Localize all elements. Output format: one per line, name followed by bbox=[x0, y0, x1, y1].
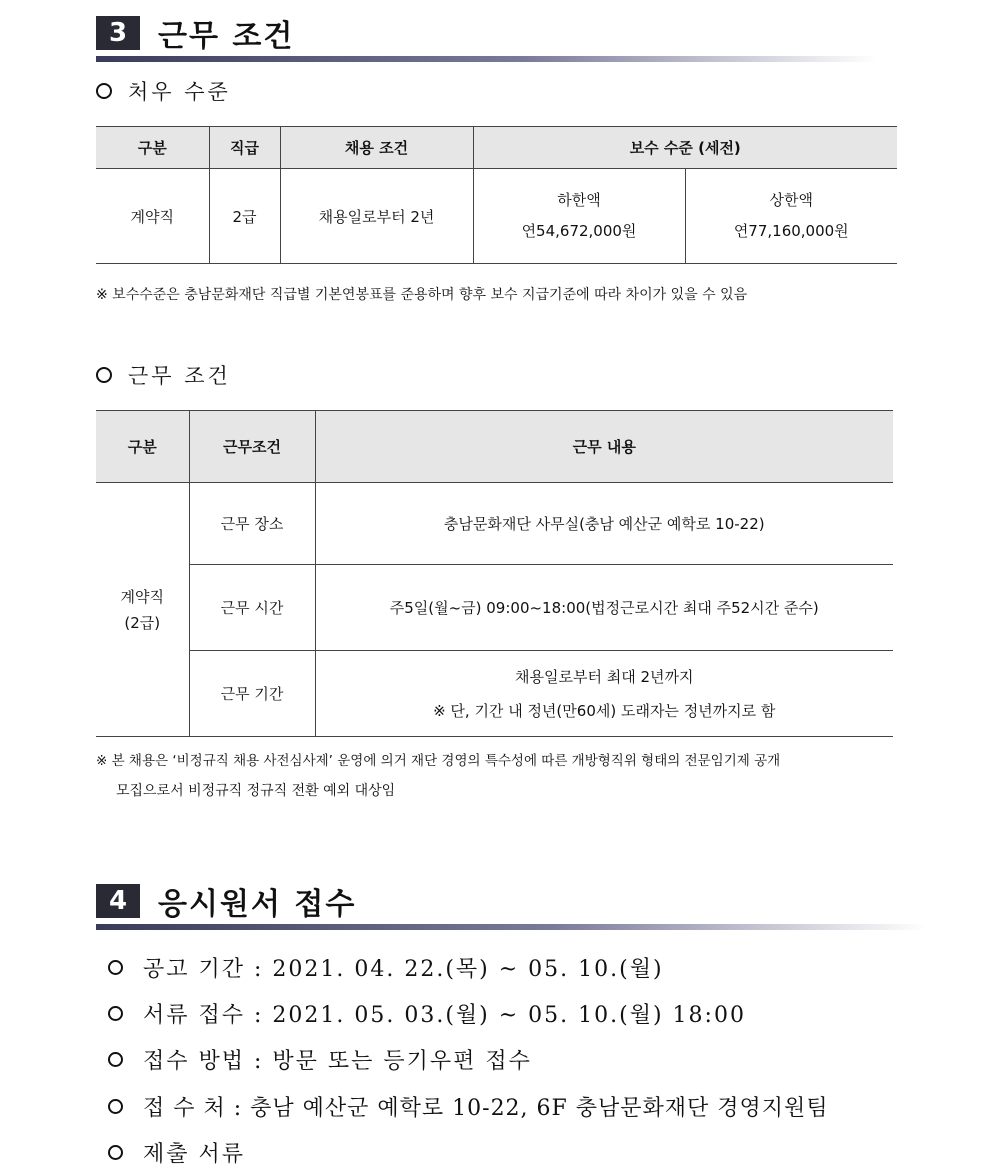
work-note-line1: ※ 본 채용은 ‘비정규직 채용 사전심사제’ 운영에 의거 재단 경영의 특수성에 따른 개방형직위 형태의 전문임기제 공개 bbox=[96, 753, 781, 769]
cell-min-salary bbox=[473, 169, 685, 264]
circle-bullet-icon bbox=[108, 1006, 123, 1021]
work-heading bbox=[96, 360, 231, 390]
list-item-text: 접수 방법 : 방문 또는 등기우편 접수 bbox=[143, 1049, 532, 1074]
list-item bbox=[108, 998, 746, 1029]
work-period-line1: 채용일로부터 최대 2년까지 bbox=[515, 667, 694, 686]
circle-bullet-icon bbox=[108, 1099, 123, 1114]
min-value: 연54,672,000원 bbox=[521, 222, 637, 240]
work-heading-text: 근무 조건 bbox=[128, 364, 231, 388]
list-item bbox=[108, 952, 664, 983]
header-condition: 채용 조건 bbox=[280, 127, 473, 169]
work-note bbox=[96, 746, 896, 806]
circle-bullet-icon bbox=[96, 83, 112, 99]
list-item bbox=[108, 1044, 532, 1075]
list-item bbox=[108, 1137, 245, 1168]
list-item-text: 공고 기간 : 2021. 04. 22.(목) ~ 05. 10.(월) bbox=[143, 957, 664, 982]
cell-work-label: 근무 기간 bbox=[189, 651, 315, 737]
header-work-content: 근무 내용 bbox=[315, 411, 893, 483]
header-category: 구분 bbox=[96, 127, 209, 169]
max-label: 상한액 bbox=[769, 191, 813, 209]
cell-grade: 2급 bbox=[209, 169, 280, 264]
section-number: 4 bbox=[96, 884, 140, 918]
section-divider bbox=[96, 56, 876, 62]
cell-category: 계약직 bbox=[96, 169, 209, 264]
category-line1: 계약직 bbox=[120, 587, 164, 606]
section-divider bbox=[96, 924, 926, 930]
cell-max-salary bbox=[685, 169, 897, 264]
pay-table bbox=[96, 126, 897, 264]
cell-work-label: 근무 시간 bbox=[189, 565, 315, 651]
list-item-text: 제출 서류 bbox=[143, 1142, 246, 1167]
list-item-text: 접 수 처 : 충남 예산군 예학로 10-22, 6F 충남문화재단 경영지원팀 bbox=[143, 1096, 829, 1121]
section-number: 3 bbox=[96, 16, 140, 50]
header-salary: 보수 수준 (세전) bbox=[473, 127, 897, 169]
pay-note: ※ 보수수준은 충남문화재단 직급별 기본연봉표를 준용하며 향후 보수 지급기준에 따라 차이가 있을 수 있음 bbox=[96, 287, 748, 303]
cell-work-content bbox=[315, 651, 893, 737]
cell-condition: 채용일로부터 2년 bbox=[280, 169, 473, 264]
header-grade: 직급 bbox=[209, 127, 280, 169]
cell-category bbox=[96, 483, 189, 737]
work-period-line2: ※ 단, 기간 내 정년(만60세) 도래자는 정년까지로 함 bbox=[433, 701, 776, 720]
list-item-text: 서류 접수 : 2021. 05. 03.(월) ~ 05. 10.(월) 18:00 bbox=[143, 1003, 746, 1028]
circle-bullet-icon bbox=[108, 1052, 123, 1067]
pay-heading-text: 처우 수준 bbox=[128, 80, 231, 104]
work-table bbox=[96, 410, 893, 737]
circle-bullet-icon bbox=[108, 1145, 123, 1160]
category-line2: (2급) bbox=[124, 613, 161, 632]
section-title: 근무 조건 bbox=[158, 19, 295, 54]
cell-work-label: 근무 장소 bbox=[189, 483, 315, 565]
min-label: 하한액 bbox=[557, 191, 601, 209]
section-3-header bbox=[96, 12, 294, 54]
list-item bbox=[108, 1091, 829, 1122]
header-work-condition: 근무조건 bbox=[189, 411, 315, 483]
header-category: 구분 bbox=[96, 411, 189, 483]
circle-bullet-icon bbox=[96, 367, 112, 383]
pay-heading bbox=[96, 76, 231, 106]
circle-bullet-icon bbox=[108, 960, 123, 975]
work-note-line2: 모집으로서 비정규직 정규직 전환 예외 대상임 bbox=[116, 783, 396, 799]
section-title: 응시원서 접수 bbox=[158, 887, 357, 922]
cell-work-content: 주5일(월~금) 09:00~18:00(법정근로시간 최대 주52시간 준수) bbox=[315, 565, 893, 651]
max-value: 연77,160,000원 bbox=[733, 222, 849, 240]
cell-work-content: 충남문화재단 사무실(충남 예산군 예학로 10-22) bbox=[315, 483, 893, 565]
section-4-header bbox=[96, 880, 356, 922]
